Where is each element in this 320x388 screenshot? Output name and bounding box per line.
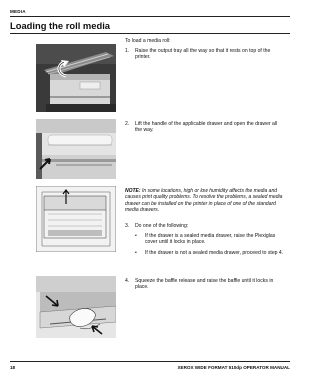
manual-title: XEROX WIDE FORMAT 510dp OPERATOR MANUAL bbox=[177, 365, 290, 370]
baffle-release-photo bbox=[36, 276, 116, 338]
note-text: In some locations, high or low humidity affects the media and causes print quality problems. To resolve the problems, a sealed media drawer can be installed on the printer in place of one of the standard media drawers. bbox=[125, 188, 283, 214]
bullet-text: If the drawer is a sealed media drawer, raise the Plexiglas cover until it locks in place. bbox=[145, 233, 276, 246]
bullet-symbol: • bbox=[135, 250, 137, 256]
title-rule bbox=[10, 33, 290, 34]
step-number: 4. bbox=[125, 278, 130, 284]
footer-rule bbox=[10, 361, 290, 362]
step-number: 3. bbox=[125, 223, 130, 229]
step-text: Raise the output tray all the way so that it rests on top of the printer. bbox=[135, 48, 271, 61]
bullet-symbol: • bbox=[135, 233, 137, 239]
step-text: Do one of the following: bbox=[135, 223, 189, 229]
printer-output-tray-photo bbox=[36, 44, 116, 112]
humidity-note bbox=[125, 188, 285, 214]
open-drawer-photo bbox=[36, 119, 116, 179]
note-label: NOTE: bbox=[125, 188, 141, 194]
step-number: 1. bbox=[125, 48, 130, 54]
page-title: Loading the roll media bbox=[10, 20, 111, 31]
intro-text: To load a media roll: bbox=[125, 38, 171, 44]
step-text: Lift the handle of the applicable drawer and open the drawer all the way. bbox=[135, 121, 278, 134]
bullet-text: If the drawer is not a sealed media drawer, proceed to step 4. bbox=[145, 250, 284, 256]
page-number: 18 bbox=[10, 365, 16, 370]
section-label: MEDIA bbox=[10, 9, 26, 14]
header-rule bbox=[10, 16, 290, 17]
step-number: 2. bbox=[125, 121, 130, 127]
sealed-drawer-photo bbox=[36, 186, 116, 252]
step-text: Squeeze the baffle release and raise the baffle until it locks in place. bbox=[135, 278, 274, 291]
